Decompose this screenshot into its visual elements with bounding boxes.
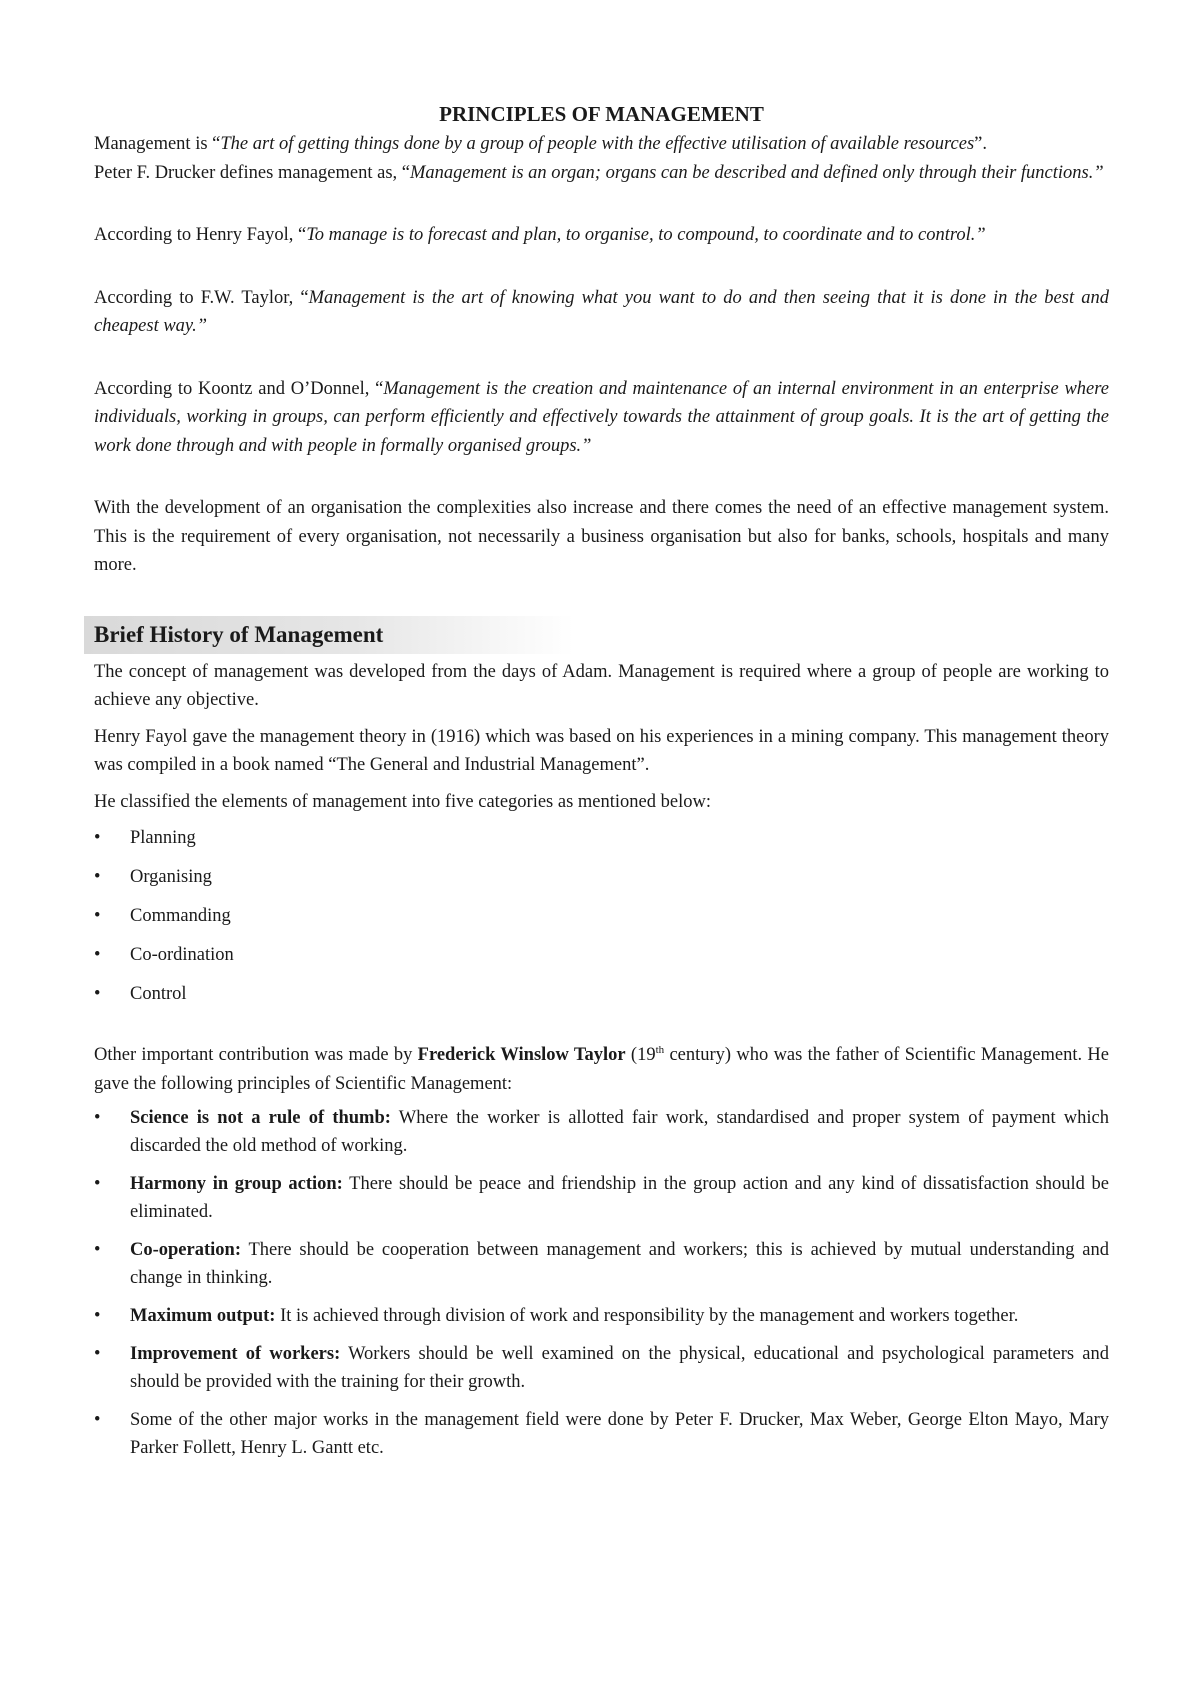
list-item — [94, 1104, 1109, 1160]
definition-fayol — [94, 221, 1109, 250]
spacer — [94, 341, 1109, 375]
bullet-icon: • — [94, 1240, 101, 1260]
list-item — [94, 1302, 1109, 1330]
spacer — [94, 1019, 1109, 1041]
definition-lead: According to F.W. Taylor, “ — [94, 287, 309, 308]
list-item-text: Planning — [130, 828, 196, 848]
paragraph-text: Other important contribution was made by — [94, 1045, 418, 1065]
spacer — [94, 187, 1109, 221]
definition-tail: ”. — [974, 134, 987, 154]
principle-text: Some of the other major works in the management field were done by Peter F. Drucker, Max Weber, George Elton Mayo, Mary Parker Follett, Henry L. Gantt etc. — [130, 1410, 1109, 1458]
definition-lead: According to Henry Fayol, “ — [94, 225, 307, 245]
list-item-text: Organising — [130, 867, 212, 887]
paragraph-text: century) who was the father of Scientific Management. He gave the following principles of Scientific Management: — [94, 1045, 1109, 1094]
definition-drucker — [94, 159, 1109, 188]
list-item — [94, 863, 1109, 891]
principle-text: Where the worker is allotted fair work, standardised and proper system of payment which discarded the old method of working. — [130, 1108, 1109, 1156]
definition-lead: Peter F. Drucker defines management as, “ — [94, 162, 410, 183]
principle-label: Harmony in group action: — [130, 1174, 343, 1194]
list-item — [94, 1406, 1109, 1462]
definition-lead: According to Koontz and O’Donnel, “ — [94, 378, 384, 399]
intro-paragraph: With the development of an organisation the complexities also increase and there comes the need of an effective management system. This is the requirement of every organisation, not necessarily a business organisation but also for banks, schools, hospitals and many more. — [94, 498, 1109, 575]
paragraph-text: (19 — [625, 1045, 656, 1065]
list-item-text: Commanding — [130, 906, 231, 926]
document-title: PRINCIPLES OF MANAGEMENT — [439, 102, 764, 126]
history-paragraph-3: He classified the elements of management into five categories as mentioned below: — [94, 791, 711, 812]
bullet-icon: • — [94, 1344, 101, 1364]
bullet-icon: • — [94, 1108, 101, 1128]
list-item — [94, 1170, 1109, 1226]
bullet-icon: • — [94, 828, 101, 848]
principle-text: There should be cooperation between management and workers; this is achieved by mutual understanding and change in thinking. — [130, 1240, 1109, 1288]
list-item — [94, 980, 1109, 1008]
list-item-text: Control — [130, 984, 187, 1004]
spacer — [94, 780, 1109, 788]
principle-text: Workers should be well examined on the physical, educational and psychological parameters and should be provided with the training for their growth. — [130, 1344, 1109, 1392]
list-item — [94, 1236, 1109, 1292]
definition-taylor — [94, 284, 1109, 341]
principle-label: Science is not a rule of thumb: — [130, 1108, 391, 1128]
list-item — [94, 902, 1109, 930]
bullet-icon: • — [94, 906, 101, 926]
ordinal-suffix: th — [655, 1043, 665, 1056]
definition-lead: Management is “ — [94, 134, 221, 154]
principle-label: Co-operation: — [130, 1240, 241, 1260]
bullet-icon: • — [94, 984, 101, 1004]
bullet-icon: • — [94, 1174, 101, 1194]
bullet-icon: • — [94, 1306, 101, 1326]
principle-text: It is achieved through division of work and responsibility by the management and workers together. — [275, 1306, 1019, 1326]
principle-text: There should be peace and friendship in the group action and any kind of dissatisfaction should be eliminated. — [130, 1174, 1109, 1222]
definition-quote: The art of getting things done by a group of people with the effective utilisation of available resources — [220, 134, 975, 154]
spacer — [94, 250, 1109, 284]
bullet-icon: • — [94, 945, 101, 965]
document-body — [94, 100, 1109, 1472]
history-paragraph-1: The concept of management was developed from the days of Adam. Management is required where a group of people are working to achieve any objective. — [94, 661, 1109, 710]
section-heading: Brief History of Management — [84, 616, 574, 654]
definition-quote: Management is an organ; organs can be described and defined only through their functions.” — [409, 162, 1104, 183]
definition-quote: Management is the creation and maintenance of an internal environment in an enterprise where individuals, working in groups, can perform efficiently and effectively towards the attainment of group goals. It is the art of getting the work done through and with people in formally organised groups.” — [94, 378, 1109, 456]
spacer — [94, 715, 1109, 723]
definition-general — [94, 130, 1109, 159]
bullet-icon: • — [94, 867, 101, 887]
taylor-paragraph — [94, 1041, 1109, 1098]
taylor-name: Frederick Winslow Taylor — [417, 1045, 626, 1065]
list-item-text: Co-ordination — [130, 945, 234, 965]
bullet-icon: • — [94, 1410, 101, 1430]
definition-koontz — [94, 375, 1109, 461]
principle-label: Maximum output: — [130, 1306, 276, 1326]
history-paragraph-2: Henry Fayol gave the management theory in (1916) which was based on his experiences in a mining company. This management theory was compiled in a book named “The General and Industrial Management”. — [94, 726, 1109, 775]
definition-quote: Management is the art of knowing what you want to do and then seeing that it is done in the best and cheapest way.” — [94, 287, 1109, 336]
list-item — [94, 1340, 1109, 1396]
taylor-principles-list — [94, 1104, 1109, 1462]
fayol-elements-list — [94, 824, 1109, 1008]
list-item — [94, 824, 1109, 852]
spacer — [94, 460, 1109, 494]
definition-quote: To manage is to forecast and plan, to organise, to compound, to coordinate and to control.” — [306, 225, 986, 245]
list-item — [94, 941, 1109, 969]
principle-label: Improvement of workers: — [130, 1344, 341, 1364]
